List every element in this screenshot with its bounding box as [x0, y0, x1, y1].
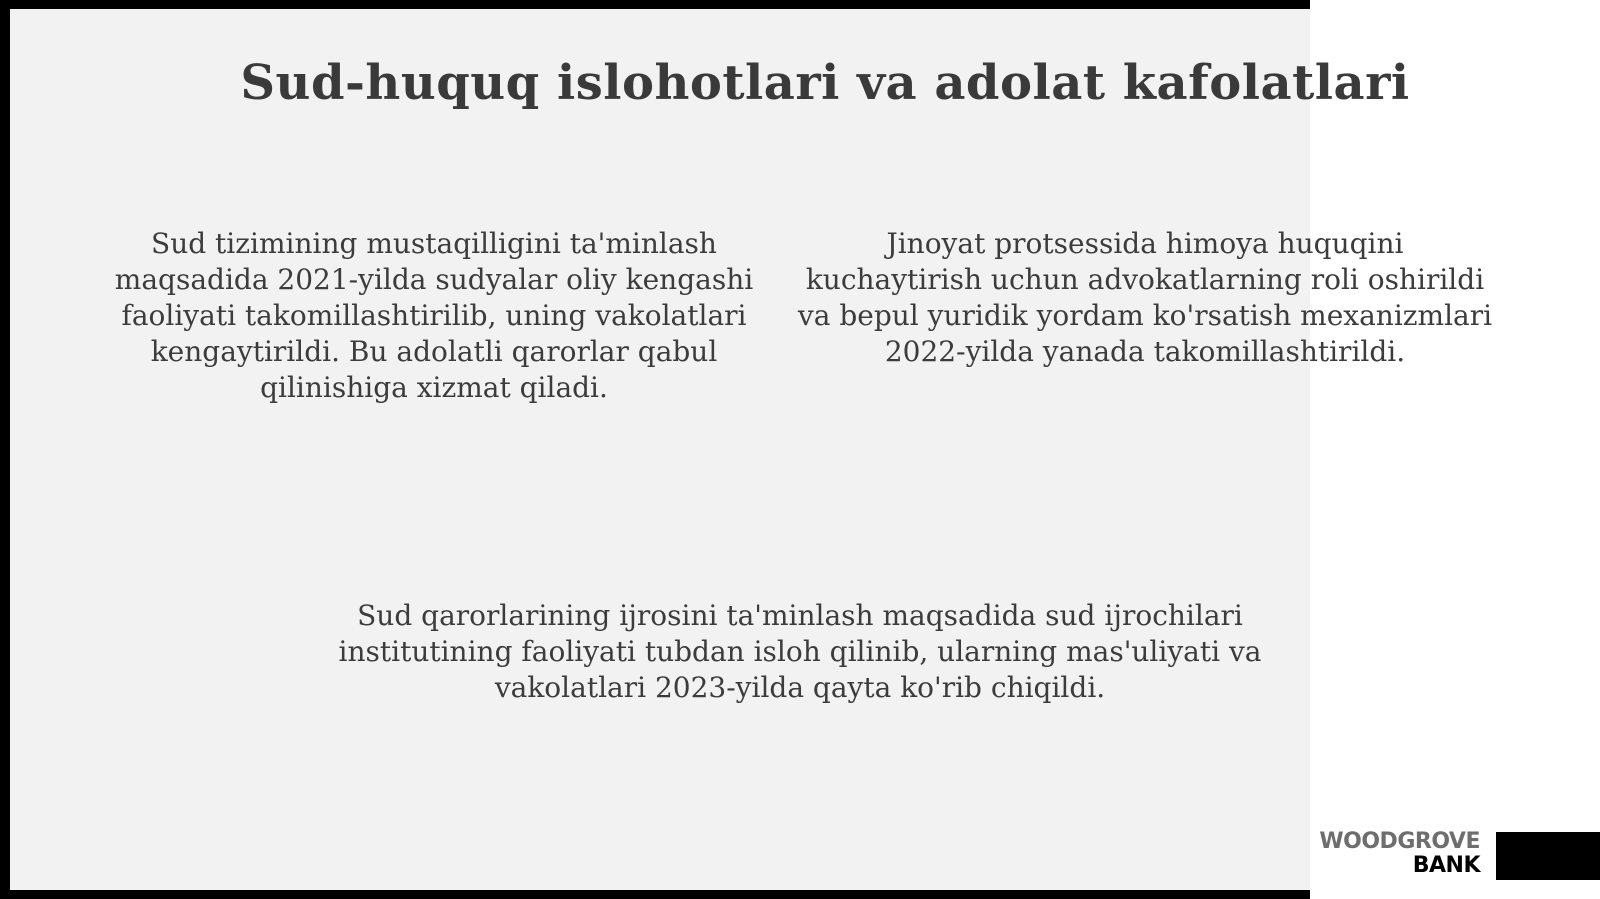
logo-black-block	[1496, 832, 1600, 880]
paragraph-left: Sud tizimining mustaqilligini ta'minlash maqsadida 2021-yilda sudyalar oliy kengashi faoliyati takomillashtirilib, uning vakolatlari kengaytirildi. Bu adolatli qarorlar qabul qilinishiga xizmat qiladi.	[114, 227, 754, 404]
frame-bottom-bar	[0, 890, 1310, 899]
frame-top-bar	[0, 0, 1310, 9]
slide-canvas	[10, 9, 1310, 890]
frame-left-bar	[0, 0, 10, 899]
woodgrove-bank-logo	[1300, 830, 1480, 878]
paragraph-right: Jinoyat protsessida himoya huquqini kuchaytirish uchun advokatlarning roli oshirildi va bepul yuridik yordam ko'rsatish mexanizmlari 2022-yilda yanada takomillashtirildi.	[797, 227, 1493, 368]
logo-line-bank: BANK	[1412, 853, 1480, 878]
logo-line-woodgrove: WOODGROVE	[1319, 829, 1480, 854]
paragraph-bottom: Sud qarorlarining ijrosini ta'minlash maqsadida sud ijrochilari institutining faoliyati tubdan isloh qilinib, ularning mas'uliyati va vakolatlari 2023-yilda qayta ko'rib chiqildi.	[338, 599, 1262, 704]
slide-title: Sud-huquq islohotlari va adolat kafolatlari	[240, 55, 1410, 111]
